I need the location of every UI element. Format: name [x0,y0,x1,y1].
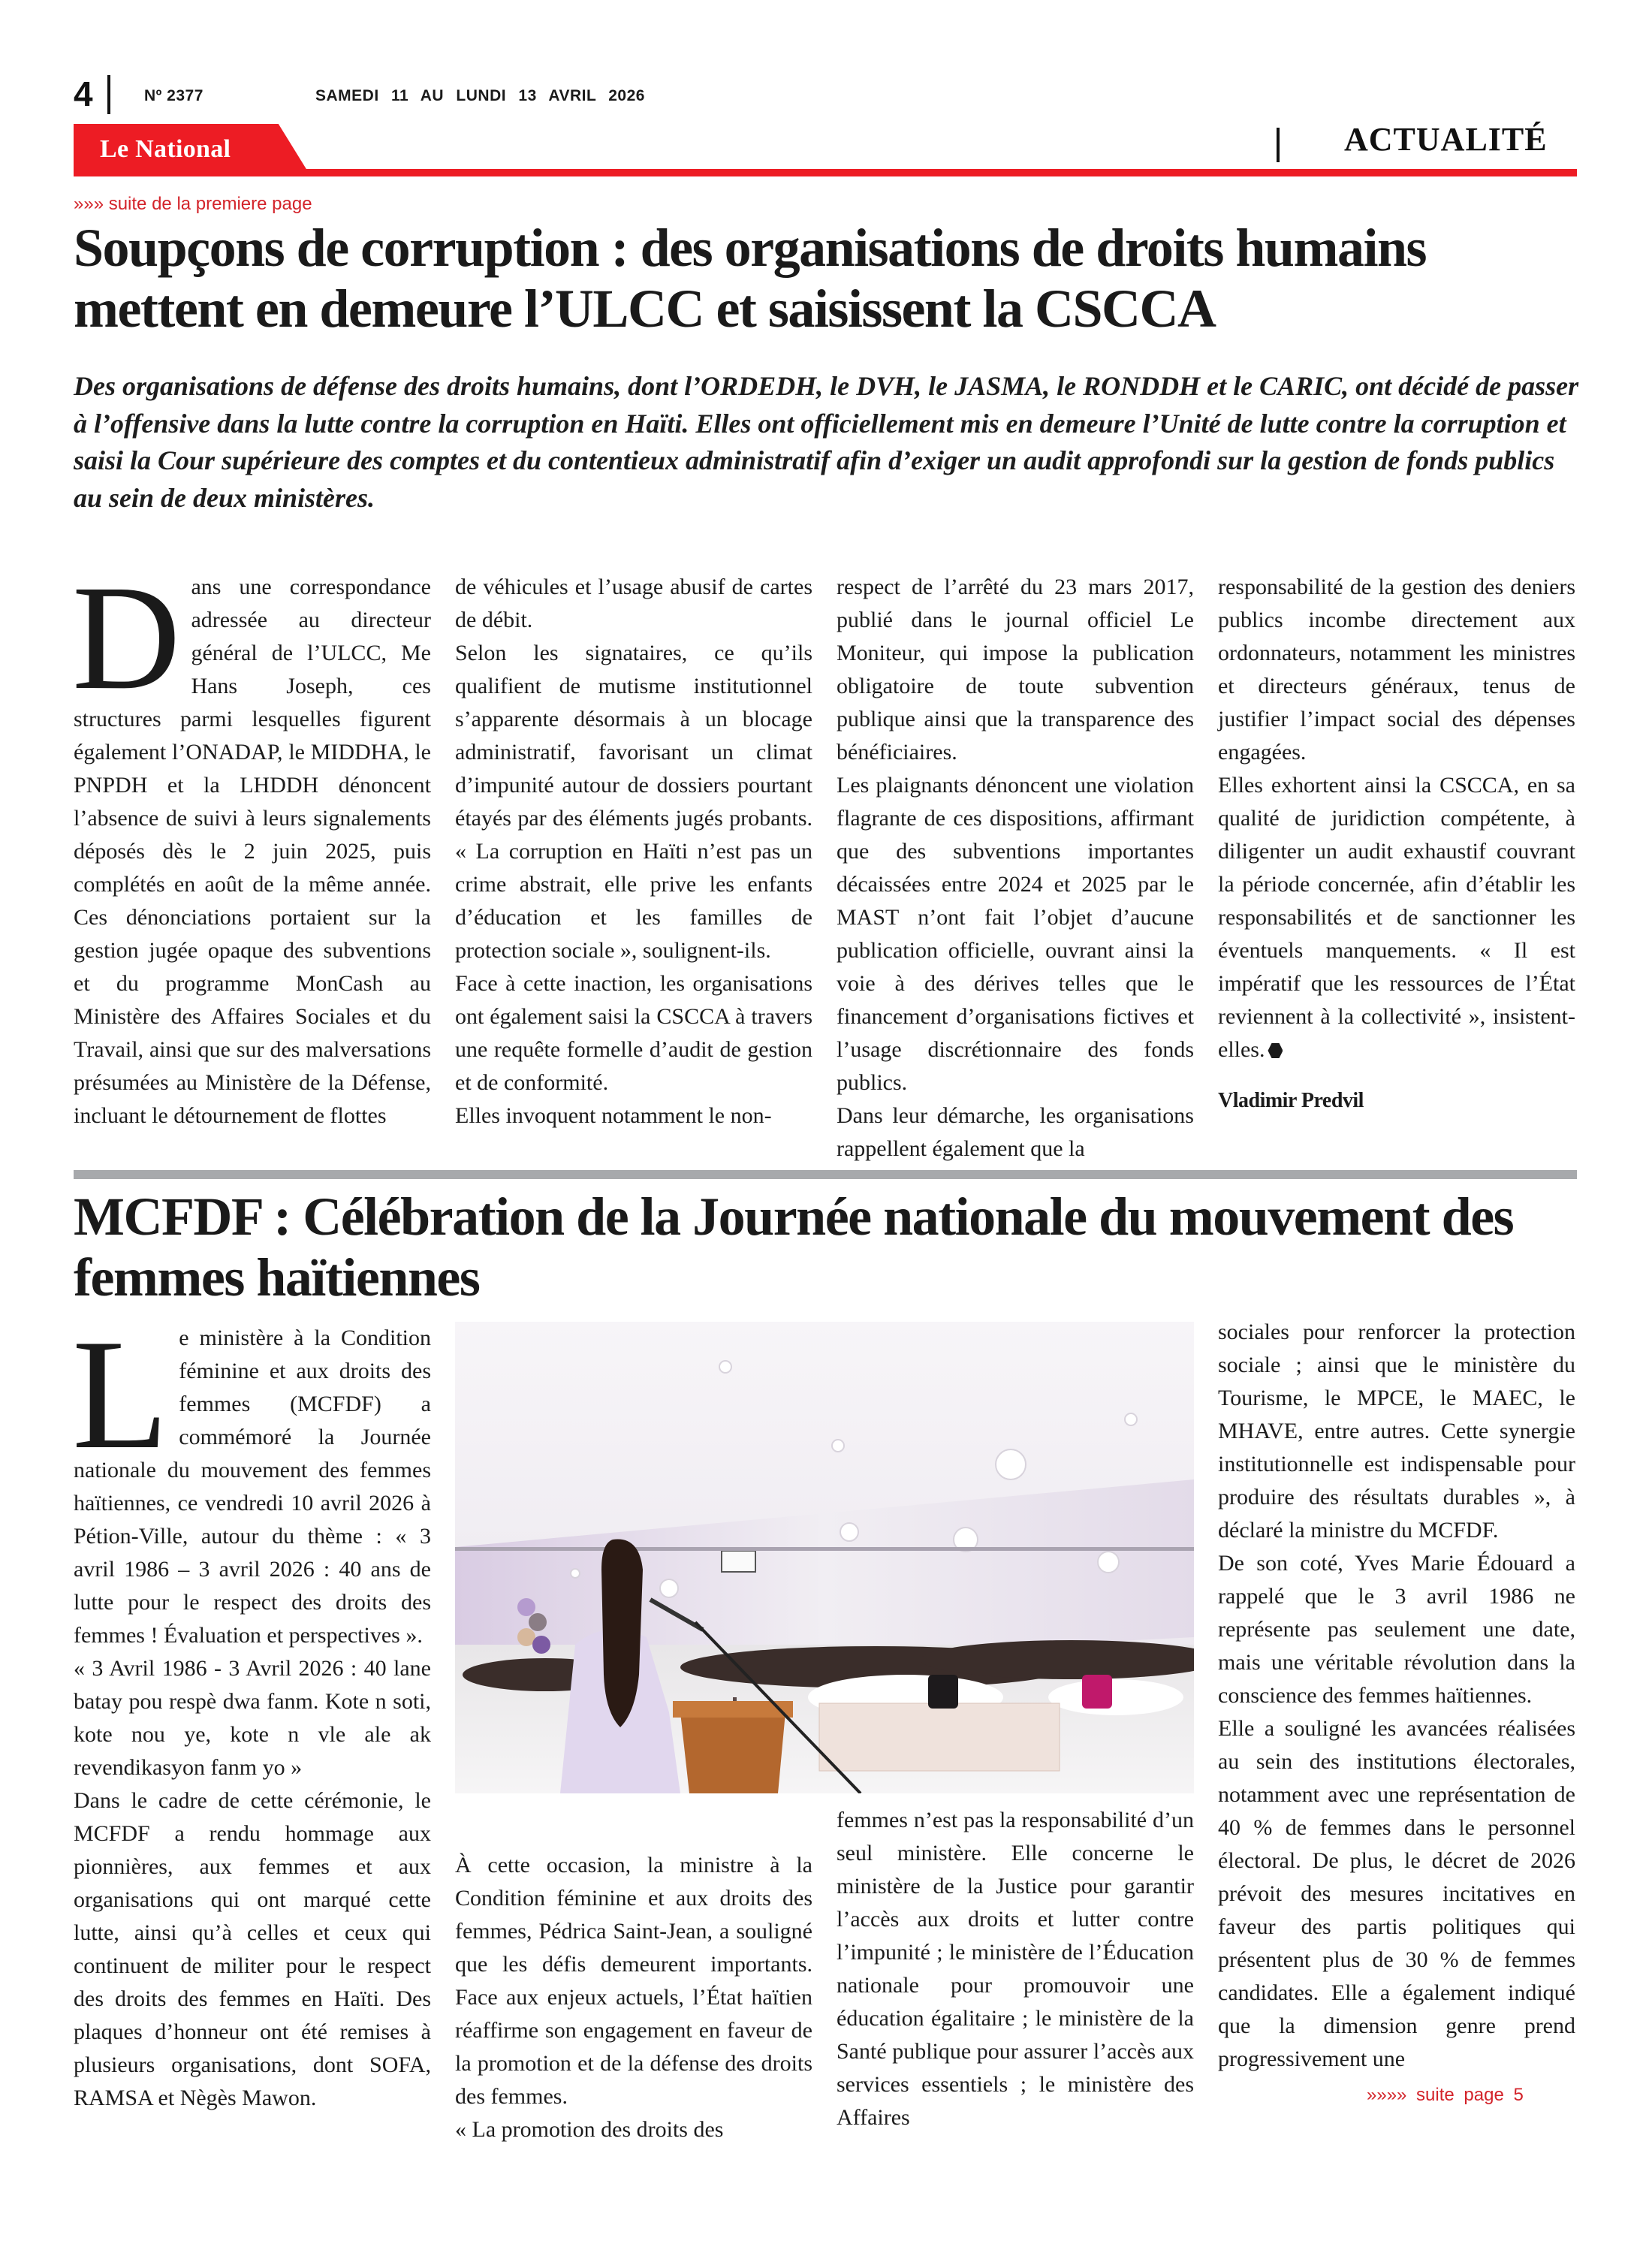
article-1-column-4 [1218,571,1575,1113]
end-of-article-icon [1268,1043,1283,1058]
event-photo [455,1322,1194,1793]
paragraph: « 3 Avril 1986 - 3 Avril 2026 : 40 lane batay pou respè dwa fanm. Kote n soti, kote nou ye, kote n vle ale ak revendikasyon fanm yo » [74,1656,431,1780]
paragraph [1218,769,1575,1066]
paragraph: femmes n’est pas la responsabilité d’un seul ministère. Elle concerne le ministère de la Justice pour garantir l’accès aux droits et lutter contre l’impunité ; le ministère de l’Éducation nationale pour promouvoir une éducation égalitaire ; le ministère de la Santé publique pour assurer l’accès aux services essentiels ; le ministère des Affaires [837,1808,1194,2130]
continued-on-page-link[interactable]: »»»» suite page 5 [1367,2085,1524,2105]
article-1-column-2 [455,571,812,1133]
article-separator [74,1170,1577,1179]
paragraph: sociales pour renforcer la protection sociale ; ainsi que le ministère du Tourisme, le MPCE, le MAEC, le MHAVE, entre autres. Cette synergie institutionnelle est indispensable pour produire des résultats durables », à déclaré la ministre du MCFDF. [1218,1320,1575,1543]
paragraph: Selon les signataires, ce qu’ils qualifient de mutisme institutionnel s’apparente désormais à un blocage administratif, favorisant un climat d’impunité autour de dossiers pourtant étayés par des éléments jugés probants. « La corruption en Haïti n’est pas un crime abstrait, elle prive les enfants d’éducation et les familles de protection sociale », soulignent-ils. [455,641,812,963]
page-number-divider [107,75,110,114]
paragraph: Elles invoquent notamment le non- [455,1103,772,1128]
paragraph: de véhicules et l’usage abusif de cartes de débit. [455,575,812,632]
issue-number: Nº 2377 [144,87,203,104]
newspaper-logo: Le National [100,135,231,163]
drop-cap: D [72,555,181,721]
header-rule [74,169,1577,176]
page-number: 4 [74,74,93,113]
paragraph: Elle a souligné les avancées réalisées au sein des institutions électorales, notamment avec une représentation de 40 % de femmes dans le personnel électoral. De plus, le décret de 2026 prévoit des mesures incitatives en faveur des partis politiques qui présentent plus de 30 % de femmes candidates. Elle a également indiqué que la dimension genre prend progressivement une [1218,1716,1575,2071]
issue-date: SAMEDI 11 AU LUNDI 13 AVRIL 2026 [315,87,645,104]
article-2-column-3 [837,1804,1194,2134]
drop-cap: L [72,1307,169,1482]
paragraph: respect de l’arrêté du 23 mars 2017, publié dans le journal officiel Le Moniteur, qui impose la publication obligatoire de toute subvention publique ainsi que la transparence des bénéficiaires. [837,575,1194,765]
section-label: ACTUALITÉ [1344,121,1548,158]
paragraph: Dans le cadre de cette cérémonie, le MCFDF a rendu hommage aux pionnières, aux femmes et aux organisations qui ont marqué cette lutte, ainsi qu’à celles et ceux qui continuent de militer pour le respect des droits des femmes en Haïti. Des plaques d’honneur ont été remises à plusieurs organisations, dont SOFA, RAMSA et Nègès Mawon. [74,1788,431,2110]
paragraph: e ministère à la Condition féminine et aux droits des femmes (MCFDF) a commémoré la Journée nationale du mouvement des femmes haïtiennes, ce vendredi 10 avril 2026 à Pétion-Ville, autour du thème : « 3 avril 1986 – 3 avril 2026 : 40 ans de lutte pour le respect des droits des femmes ! Évaluation et perspectives ». [74,1326,431,1648]
article-1-column-3 [837,571,1194,1166]
article-2-column-4 [1218,1316,1575,2076]
paragraph-text: Elles exhortent ainsi la CSCCA, en sa qualité de juridiction compétente, à diligenter un audit exhaustif couvrant la période concernée, afin d’établir les responsabilités et de sanctionner les éventuels manquements. « Il est impératif que les ressources de l’État reviennent à la collectivité », insistent-elles. [1218,773,1575,1062]
article-1-column-1 [72,555,431,1157]
section-divider [1277,128,1280,162]
paragraph: responsabilité de la gestion des deniers publics incombe directement aux ordonnateurs, notamment les ministres et directeurs généraux, tenus de justifier l’impact social des dépenses engagées. [1218,575,1575,765]
event-photo-image [455,1322,1194,1793]
article-1-headline: Soupçons de corruption : des organisations de droits humains mettent en demeure l’ULCC et saisissent la CSCCA [74,218,1427,339]
paragraph: De son coté, Yves Marie Édouard a rappelé que le 3 avril 1986 ne représente pas seulement une date, mais une véritable révolution dans la conscience des femmes haïtiennes. [1218,1551,1575,1708]
paragraph: ans une correspondance adressée au directeur général de l’ULCC, Me Hans Joseph, ces structures parmi lesquelles figurent également l’ONADAP, le MIDDHA, le PNPDH et la LHDDH dénoncent l’absence de suivi à leurs signalements déposés dès le 2 juin 2025, puis complétés en août de la même année. Ces dénonciations portaient sur la gestion jugée opaque des subventions et du programme MonCash au Ministère des Affaires Sociales et du Travail, ainsi que sur des malversations présumées au Ministère de la Défense, incluant le détournement de flottes [74,575,431,1128]
paragraph: « La promotion des droits des [455,2117,724,2142]
paragraph: Face à cette inaction, les organisations ont également saisi la CSCCA à travers une requête formelle d’audit de gestion et de conformité. [455,971,812,1095]
paragraph: Les plaignants dénoncent une violation flagrante de ces dispositions, affirmant que des subventions importantes décaissées entre 2024 et 2025 par le MAST n’ont fait l’objet d’aucune publication officielle, ouvrant ainsi la voie à des dérives telles que le financement d’organisations fictives et l’usage discrétionnaire des fonds publics. [837,773,1194,1095]
paragraph: À cette occasion, la ministre à la Condition féminine et aux droits des femmes, Pédrica Saint-Jean, a souligné que les défis demeurent importants. Face aux enjeux actuels, l’État haïtien réaffirme son engagement en faveur de la promotion et de la défense des droits des femmes. [455,1853,812,2109]
byline: Vladimir Predvil [1218,1089,1364,1112]
article-2-headline: MCFDF : Célébration de la Journée nationale du mouvement des femmes haïtiennes [74,1187,1514,1307]
paragraph: Dans leur démarche, les organisations rappellent également que la [837,1103,1194,1161]
article-1-lede: Des organisations de défense des droits humains, dont l’ORDEDH, le DVH, le JASMA, le RONDDH et le CARIC, ont décidé de passer à l’offensive dans la lutte contre la corruption en Haïti. Elles ont officiellement mis en demeure l’Unité de lutte contre la corruption et saisi la Cour supérieure des comptes et du contentieux administratif afin d’exiger un audit approfondi sur la gestion de fonds publics au sein de deux ministères. [74,371,1579,514]
continued-from-label: »»» suite de la premiere page [74,194,312,214]
article-2-column-1 [72,1307,431,2115]
article-2-column-2 [455,1849,812,2146]
